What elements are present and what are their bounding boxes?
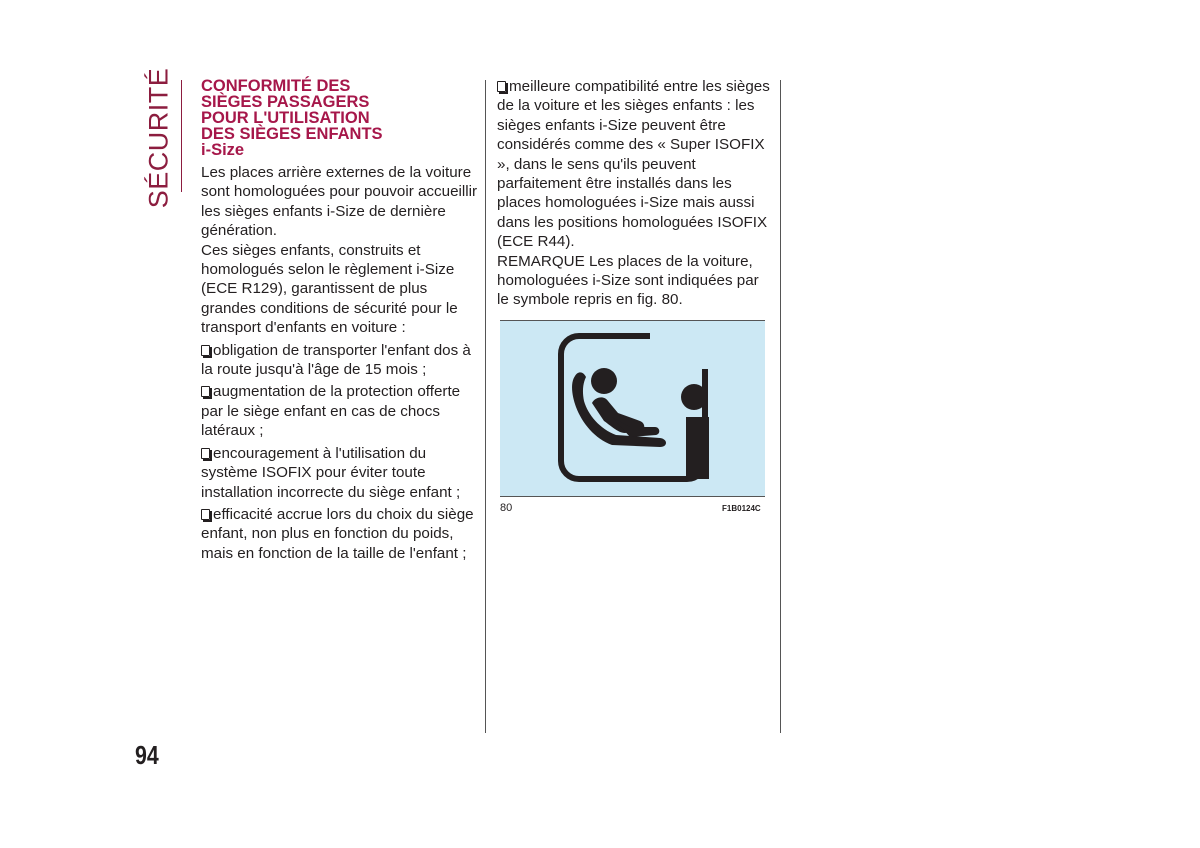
list-item-text: augmentation de la protection offerte par le siège enfant en cas de chocs latéraux ; <box>201 383 461 440</box>
section-label <box>143 67 175 208</box>
list-item-text: encouragement à l'utilisation du système ISOFIX pour éviter toute installation incorrecte du siège enfant ; <box>201 444 461 501</box>
page-number: 94 <box>135 740 159 770</box>
checkbox-bullet-icon <box>497 81 506 92</box>
figure-panel <box>500 320 765 497</box>
left-column <box>201 78 479 563</box>
list-item <box>201 341 479 380</box>
column-divider <box>485 80 486 733</box>
heading-line: POUR L'UTILISATION <box>201 109 370 127</box>
section-rule <box>181 80 182 192</box>
list-item <box>497 77 772 252</box>
remark-paragraph: REMARQUE Les places de la voiture, homologuées i-Size sont indiquées par le symbole repris en fig. 80. <box>497 252 759 309</box>
heading-line: SIÈGES PASSAGERS <box>201 93 370 111</box>
paragraph: Les places arrière externes de la voiture sont homologuées pour pouvoir accueillir les sièges enfants i-Size de dernière génération. <box>201 164 478 240</box>
list-item <box>201 382 479 440</box>
list-item-text: meilleure compatibilité entre les sièges de la voiture et les sièges enfants : les sièges enfants i-Size peuvent être considérés comme des « Super ISOFIX », dans le sens qu'ils peuvent parfaitement être installés dans les places homologuées i-Size mais aussi dans les positions homologuées ISOFIX (ECE R44). <box>497 78 770 251</box>
checkbox-bullet-icon <box>201 386 210 397</box>
right-column <box>497 77 772 310</box>
checkbox-bullet-icon <box>201 448 210 459</box>
section-heading <box>201 78 479 158</box>
figure-number: 80 <box>500 502 513 514</box>
section-label-text: SÉCURITÉ <box>143 67 174 208</box>
list-item-text: efficacité accrue lors du choix du siège enfant, non plus en fonction du poids, mais en fonction de la taille de l'enfant ; <box>201 505 474 562</box>
column-divider <box>780 80 781 733</box>
paragraph: Ces sièges enfants, construits et homologués selon le règlement i-Size (ECE R129), garantissent de plus grandes conditions de sécurité pour le transport d'enfants en voiture : <box>201 241 458 337</box>
list-item <box>201 505 479 563</box>
list-item-text: obligation de transporter l'enfant dos à la route jusqu'à l'âge de 15 mois ; <box>201 341 471 379</box>
heading-line: CONFORMITÉ DES <box>201 77 351 95</box>
list-item <box>201 444 479 502</box>
checkbox-bullet-icon <box>201 509 210 520</box>
figure-code: F1B0124C <box>722 504 761 513</box>
heading-line: DES SIÈGES ENFANTS <box>201 125 383 143</box>
i-size-child-seat-icon <box>500 321 765 496</box>
checkbox-bullet-icon <box>201 345 210 356</box>
heading-line: i-Size <box>201 141 245 159</box>
